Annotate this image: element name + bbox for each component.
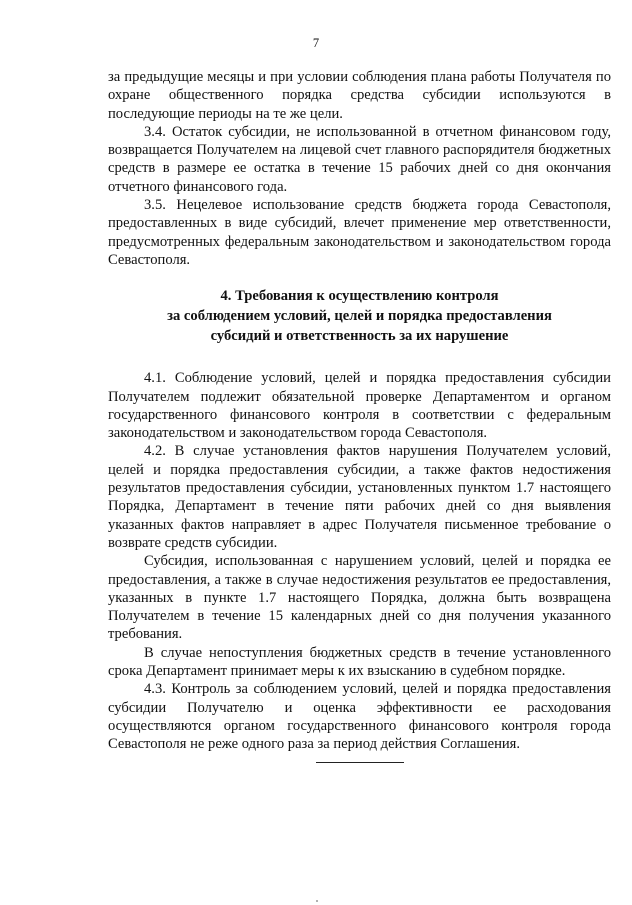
- section-heading: [108, 286, 611, 346]
- paragraph-4-1: 4.1. Соблюдение условий, целей и порядка предоставления субсидии Получателем подлежит обязательной проверке Департаментом и органом государственного финансового контроля в соответствии с федеральным законодательством и законодательством города Севастополя.: [108, 370, 611, 442]
- paragraph-subsidy-return: Субсидия, использованная с нарушением условий, целей и порядка ее предоставления, а также в случае недостижения результатов ее предоставления, указанных в пункте 1.7 настоящего Порядка, должна быть возвращена Получателем в течение 15 календарных дней со дня получения указанного требования.: [108, 553, 611, 643]
- section-heading-line-2: за соблюдением условий, целей и порядка предоставления: [167, 308, 552, 325]
- section-heading-line-1: 4. Требования к осуществлению контроля: [220, 288, 499, 305]
- paragraph-4-3: 4.3. Контроль за соблюдением условий, целей и порядка предоставления субсидии Получателю и оценка эффективности ее расходования осуществляются органом государственного финансового контроля города Севастополя не реже одного раза за период действия Соглашения.: [108, 681, 611, 753]
- paragraph-3-5: 3.5. Нецелевое использование средств бюджета города Севастополя, предоставленных в виде субсидий, влечет применение мер ответственности, предусмотренных федеральным законодательством и законодательством города Севастополя.: [108, 197, 611, 268]
- paragraph-3-4: 3.4. Остаток субсидии, не использованной в отчетном финансовом году, возвращается Получателем на лицевой счет главного распорядителя бюджетных средств в размере ее остатка в течение 15 рабочих дней со дня окончания отчетного финансового года.: [108, 123, 611, 195]
- paragraph-continuation: за предыдущие месяцы и при условии соблюдения плана работы Получателя по охране общественного порядка средства субсидии используются в последующие периоды на те же цели.: [108, 69, 611, 122]
- paragraph-recovery: В случае непоступления бюджетных средств в течение установленного срока Департамент принимает меры к их взысканию в судебном порядке.: [108, 644, 611, 680]
- page-number: 7: [312, 36, 320, 50]
- document-body: [108, 68, 611, 754]
- section-heading-line-3: субсидий и ответственность за их нарушение: [210, 328, 509, 345]
- closing-rule-line: [316, 762, 404, 763]
- paragraph-4-2: 4.2. В случае установления фактов нарушения Получателем условий, целей и порядка предоставления субсидии, а также фактов недостижения результатов предоставления субсидии, установленных пунктом 1.7 настоящего Порядка, Департамент в течение пяти рабочих дней со дня выявления указанных фактов направляет в адрес Получателя письменное требование о возврате средств субсидии.: [108, 443, 611, 551]
- scan-mark: [316, 900, 318, 902]
